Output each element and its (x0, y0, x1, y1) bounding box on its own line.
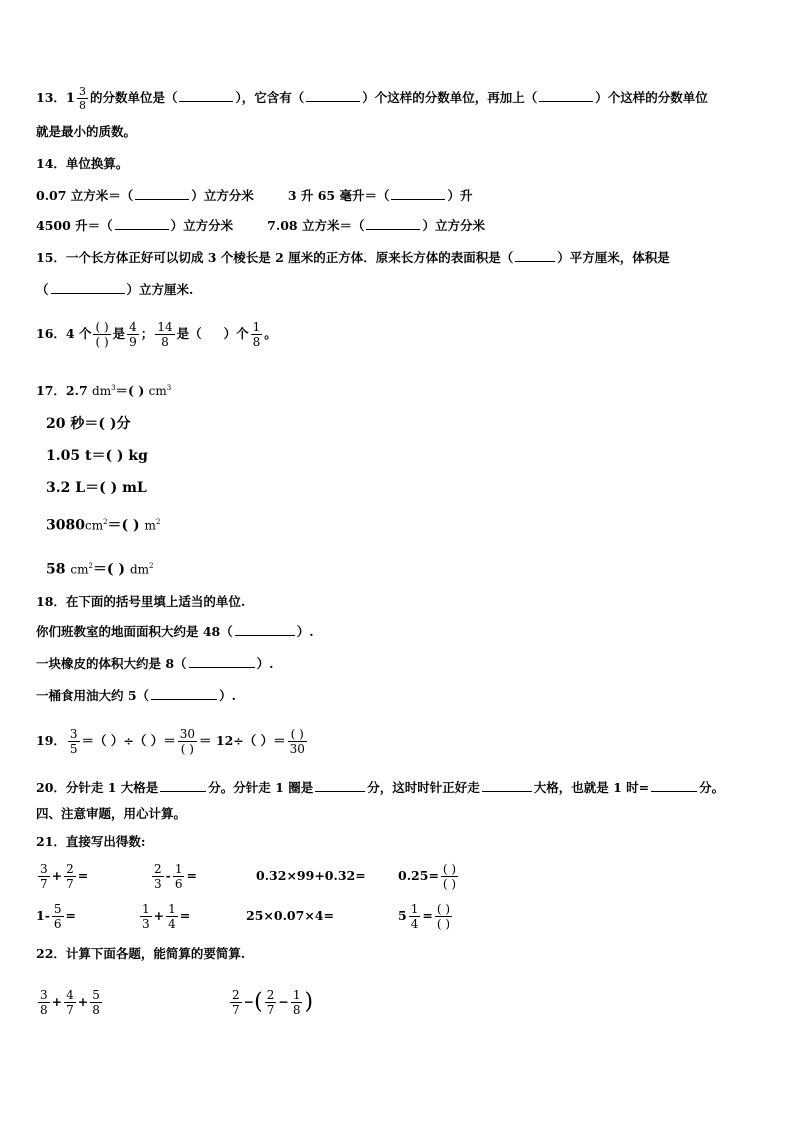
operator: + (51, 994, 63, 1009)
text: ）平方厘米，体积是 (557, 250, 670, 265)
text: ）个这样的分数单位，再加上（ (362, 90, 538, 105)
denominator: 30 (289, 742, 305, 756)
operator: + (77, 994, 89, 1009)
exponent: 2 (149, 562, 154, 570)
q22-title: 22．计算下面各题，能简算的要简算. (36, 946, 246, 961)
answer-blank[interactable]: ＝( ) (115, 383, 145, 399)
fraction (68, 728, 80, 755)
answer-blank[interactable] (115, 216, 169, 230)
fraction (77, 86, 88, 111)
denominator: ( ) (95, 335, 109, 349)
q19-line (36, 722, 309, 760)
answer-blank[interactable] (391, 186, 445, 200)
denominator: 7 (66, 877, 74, 891)
right-paren: ) (304, 989, 314, 1015)
text: 1- (36, 908, 50, 923)
denominator: 7 (232, 1003, 240, 1017)
denominator: 8 (252, 335, 261, 349)
denominator: 6 (53, 917, 62, 931)
answer-blank[interactable] (235, 622, 295, 636)
numerator: 1 (168, 902, 176, 916)
text: 分。分针走 1 圈是 (208, 780, 314, 795)
q21-expr-2 (150, 858, 197, 894)
unit: dm (92, 384, 112, 399)
question-number: 17．2.7 (36, 383, 88, 399)
operator: + (51, 868, 63, 883)
answer-blank[interactable] (651, 778, 697, 792)
denominator: ( ) (436, 917, 451, 931)
q13-line2: 就是最小的质数。 (36, 124, 137, 139)
denominator: 4 (168, 917, 176, 931)
section-heading: 四、注意审题，用心计算。 (36, 806, 187, 821)
denominator: 6 (174, 877, 183, 891)
answer-blank[interactable] (151, 686, 217, 700)
denominator: 9 (129, 335, 137, 349)
q22-problem-2 (228, 982, 313, 1022)
text: ）. (256, 656, 274, 671)
text: 大格，也就是 1 时= (533, 780, 650, 795)
text: 一块橡皮的体积大约是 8（ (36, 656, 187, 671)
operator: − (278, 994, 289, 1009)
numerator: 2 (266, 988, 275, 1002)
equals: = (77, 868, 89, 883)
denominator: ( ) (442, 877, 457, 891)
numerator: 3 (40, 988, 48, 1002)
text: ）升 (447, 188, 473, 203)
operator: - (165, 868, 171, 883)
numerator: 2 (66, 862, 74, 876)
text: ＝（ ）÷（ ）＝ (81, 733, 176, 748)
q17-line3: 3.2 L＝( ) mL (46, 480, 147, 496)
numerator: 1 (142, 902, 150, 916)
denominator: 8 (161, 335, 169, 349)
numerator: ( ) (436, 902, 451, 916)
q21-title: 21．直接写出得数: (36, 834, 146, 849)
q15-line1 (36, 248, 670, 268)
q21-expr-1 (36, 858, 88, 894)
denominator: 3 (142, 917, 150, 931)
denominator: ( ) (180, 742, 194, 756)
exponent: 2 (88, 562, 93, 570)
text: ）. (296, 624, 314, 639)
numerator: 5 (92, 988, 100, 1002)
text: ）个 (223, 326, 249, 341)
fraction (251, 321, 263, 348)
text: 是（ (176, 326, 202, 341)
denominator: 3 (154, 877, 162, 891)
blank-fraction[interactable] (288, 728, 307, 755)
q22-problem-1 (36, 982, 104, 1022)
q18-line3 (36, 686, 236, 706)
denominator: 8 (92, 1003, 100, 1017)
exponent: 3 (111, 384, 116, 392)
numerator: 4 (66, 988, 74, 1002)
q13-line1 (36, 86, 708, 111)
q17-line1: 20 秒＝( )分 (46, 416, 131, 432)
text: 。 (264, 326, 277, 341)
text: ＝ 12÷（ ）＝ (199, 733, 286, 748)
answer-blank[interactable] (189, 654, 255, 668)
equals: = (186, 868, 197, 883)
text: 一桶食用油大约 5（ (36, 688, 150, 703)
text: ）立方分米 (191, 188, 254, 203)
q18-line2 (36, 654, 273, 674)
question-number: 19． (36, 733, 66, 748)
exponent: 2 (155, 518, 161, 526)
unit: cm (148, 384, 167, 399)
q17-line2: 1.05 t＝( ) kg (46, 448, 148, 464)
q21-expr-7: 25×0.07×4= (246, 908, 334, 923)
answer-blank[interactable] (160, 778, 206, 792)
denominator: 7 (66, 1003, 74, 1017)
answer-blank[interactable] (135, 186, 189, 200)
q18-title: 18．在下面的括号里填上适当的单位. (36, 594, 246, 609)
answer-blank[interactable] (482, 778, 532, 792)
fraction (127, 321, 139, 348)
blank-fraction[interactable] (178, 728, 197, 755)
denominator: 4 (410, 917, 419, 931)
q14-row2 (36, 216, 485, 236)
text: 3 升 65 毫升＝（ (287, 188, 390, 203)
blank-fraction[interactable] (93, 321, 110, 348)
operator: + (153, 908, 165, 923)
q15-line2 (36, 280, 193, 300)
q17-line0 (36, 378, 171, 401)
numerator: 3 (78, 85, 86, 98)
denominator: 5 (69, 742, 78, 756)
text: 分。 (699, 780, 725, 795)
numerator: 5 (53, 902, 62, 916)
text: 的分数单位是（ (89, 90, 178, 105)
numerator: 3 (69, 727, 78, 741)
text: ）立方分米 (170, 218, 234, 233)
numerator: 1 (410, 902, 419, 916)
q20-line (36, 778, 724, 798)
q21-expr-6 (138, 898, 190, 934)
q18-line1 (36, 622, 314, 642)
answer-blank[interactable] (51, 280, 125, 294)
denominator: 8 (40, 1003, 48, 1017)
text: 分，这时时针正好走 (367, 780, 480, 795)
exponent: 3 (166, 384, 172, 392)
text: ），它含有（ (235, 90, 305, 105)
exponent: 2 (103, 518, 108, 526)
blank-fraction[interactable] (435, 903, 452, 930)
text: 是 (112, 326, 126, 341)
unit: m (144, 518, 156, 533)
denominator: 7 (40, 877, 48, 891)
operator: − (243, 994, 255, 1009)
q21-expr-3: 0.32×99+0.32= (256, 868, 366, 883)
numerator: 2 (154, 862, 162, 876)
blank-fraction[interactable] (441, 863, 458, 890)
answer-blank[interactable] (515, 248, 555, 262)
mixed-whole: 1 (65, 91, 75, 106)
text: 3080 (46, 517, 85, 534)
answer-blank[interactable] (315, 778, 365, 792)
q14-title: 14．单位换算。 (36, 156, 129, 171)
numerator: 30 (179, 727, 196, 741)
text: 你们班教室的地面面积大约是 48（ (36, 624, 233, 639)
q17-line4 (46, 512, 160, 536)
text: 15．一个长方体正好可以切成 3 个棱长是 2 厘米的正方体．原来长方体的表面积是（ (36, 250, 514, 265)
denominator: 8 (78, 99, 86, 112)
q21-expr-5 (36, 898, 76, 934)
numerator: ( ) (290, 727, 304, 741)
text: （ (36, 282, 49, 297)
question-number: 16．4 个 (36, 326, 92, 341)
left-paren: ( (254, 989, 263, 1015)
answer-blank[interactable] (366, 216, 420, 230)
q14-row1 (36, 186, 472, 206)
text: 20．分针走 1 大格是 (36, 780, 159, 795)
numerator: ( ) (95, 320, 109, 334)
text: 7.08 立方米＝（ (267, 218, 365, 233)
answer-blank[interactable] (306, 88, 360, 102)
unit: cm (70, 562, 89, 577)
numerator: 1 (252, 320, 261, 334)
q21-expr-8 (398, 898, 454, 934)
numerator: ( ) (442, 862, 457, 876)
numerator: 14 (157, 320, 173, 334)
denominator: 8 (292, 1003, 301, 1017)
text: ）立方分米 (422, 218, 485, 233)
answer-blank[interactable]: ＝( ) (92, 561, 126, 578)
text: ）. (219, 688, 236, 703)
fraction (155, 321, 174, 348)
numerator: 3 (40, 862, 48, 876)
numerator: 1 (174, 862, 183, 876)
question-number: 13． (36, 90, 66, 105)
text: 0.25= (398, 868, 439, 883)
text: 58 (46, 561, 66, 578)
unit: dm (129, 562, 149, 577)
text: ； (140, 326, 154, 341)
text: 4500 升＝（ (36, 218, 113, 233)
equals: = (422, 908, 433, 923)
q16-line (36, 316, 277, 352)
answer-blank[interactable] (539, 88, 593, 102)
equals: = (65, 908, 77, 923)
equals: = (179, 908, 191, 923)
text: ）立方厘米. (126, 282, 194, 297)
text: 0.07 立方米＝（ (36, 188, 134, 203)
denominator: 7 (266, 1003, 275, 1017)
answer-blank[interactable] (179, 88, 233, 102)
numerator: 4 (129, 320, 137, 334)
q17-line5 (46, 556, 153, 580)
mixed-whole: 5 (398, 908, 407, 923)
q21-expr-4 (398, 858, 460, 894)
text: ）个这样的分数单位 (595, 90, 708, 105)
answer-blank[interactable]: ＝( ) (107, 517, 140, 534)
numerator: 2 (232, 988, 240, 1002)
numerator: 1 (292, 988, 301, 1002)
unit: cm (84, 518, 104, 533)
